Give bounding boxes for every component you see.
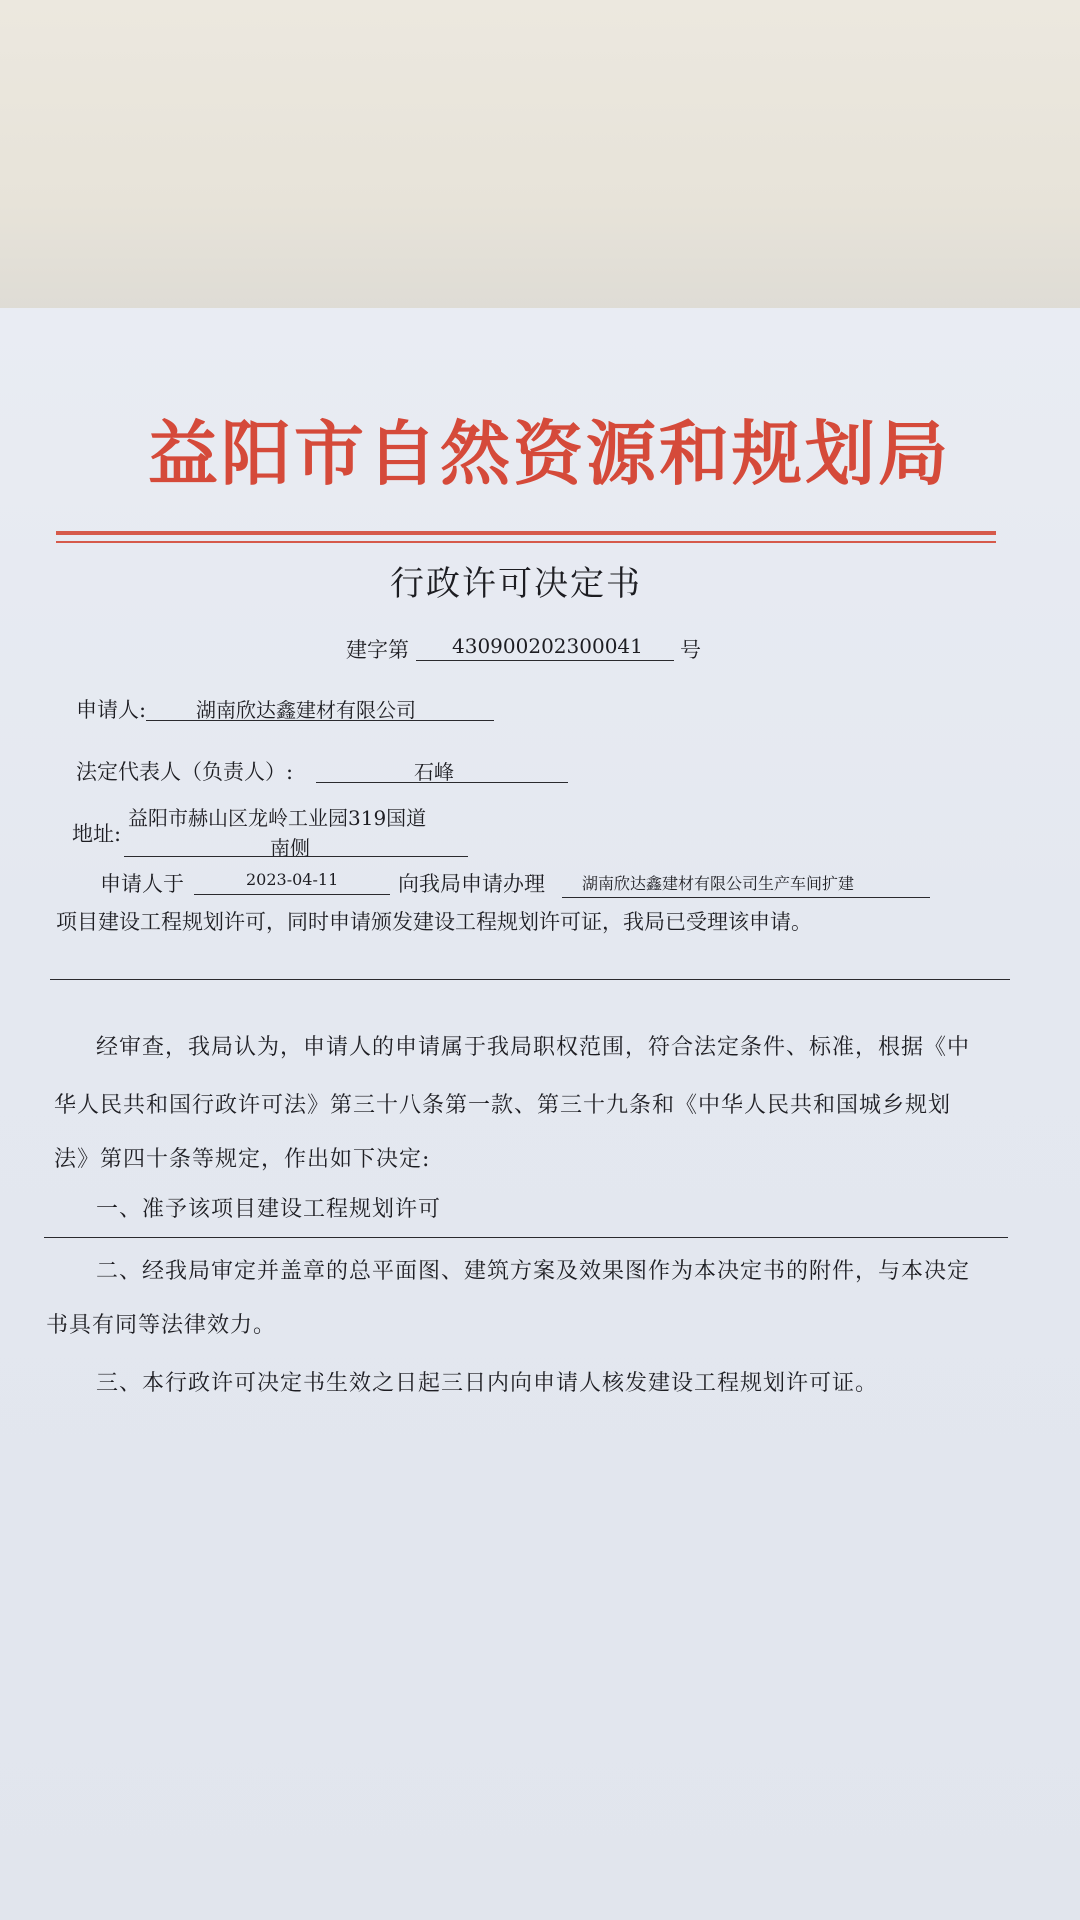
number-prefix: 建字第 — [346, 638, 409, 662]
application-date: 2023-04-11 — [246, 870, 339, 889]
address-line2: 南侧 — [270, 836, 310, 860]
review-line1: 经审查，我局认为，申请人的申请属于我局职权范围，符合法定条件、标准，根据《中 — [96, 1035, 971, 1060]
application-line2: 项目建设工程规划许可，同时申请颁发建设工程规划许可证，我局已受理该申请。 — [56, 910, 812, 934]
header-rule-thin — [56, 541, 996, 543]
address-label: 地址: — [72, 822, 122, 846]
decision-2-line2: 书具有同等法律效力。 — [46, 1313, 277, 1338]
application-project-underline — [562, 897, 930, 898]
applicant-label: 申请人: — [76, 698, 147, 722]
review-line3: 法》第四十条等规定，作出如下决定: — [54, 1147, 431, 1172]
decision-2-line1: 二、经我局审定并盖章的总平面图、建筑方案及效果图作为本决定书的附件，与本决定 — [96, 1259, 971, 1284]
review-line2: 华人民共和国行政许可法》第三十八条第一款、第三十九条和《中华人民共和国城乡规划 — [54, 1093, 952, 1118]
legal-rep-underline — [316, 782, 568, 783]
agency-title: 益阳市自然资源和规划局 — [148, 413, 951, 495]
section-divider — [50, 979, 1010, 980]
applicant-value: 湖南欣达鑫建材有限公司 — [196, 698, 416, 722]
number-underline — [416, 660, 674, 661]
legal-rep-value: 石峰 — [414, 760, 454, 784]
address-line1: 益阳市赫山区龙岭工业园319国道 — [128, 806, 427, 830]
desk-background — [0, 0, 1080, 340]
application-middle: 向我局申请办理 — [398, 872, 545, 896]
legal-rep-label: 法定代表人（负责人）: — [76, 760, 294, 784]
address-underline — [124, 856, 468, 857]
application-prefix: 申请人于 — [100, 872, 184, 896]
number-suffix: 号 — [680, 638, 701, 662]
document-title: 行政许可决定书 — [390, 564, 642, 604]
application-project: 湖南欣达鑫建材有限公司生产车间扩建 — [582, 874, 855, 893]
applicant-underline — [146, 720, 494, 721]
decision-1-underline — [44, 1237, 1008, 1238]
application-date-underline — [194, 894, 390, 895]
decision-1: 一、准予该项目建设工程规划许可 — [96, 1197, 442, 1222]
header-rule-thick — [56, 531, 996, 535]
document-number: 430900202300041 — [452, 634, 643, 658]
decision-3: 三、本行政许可决定书生效之日起三日内向申请人核发建设工程规划许可证。 — [96, 1371, 879, 1396]
